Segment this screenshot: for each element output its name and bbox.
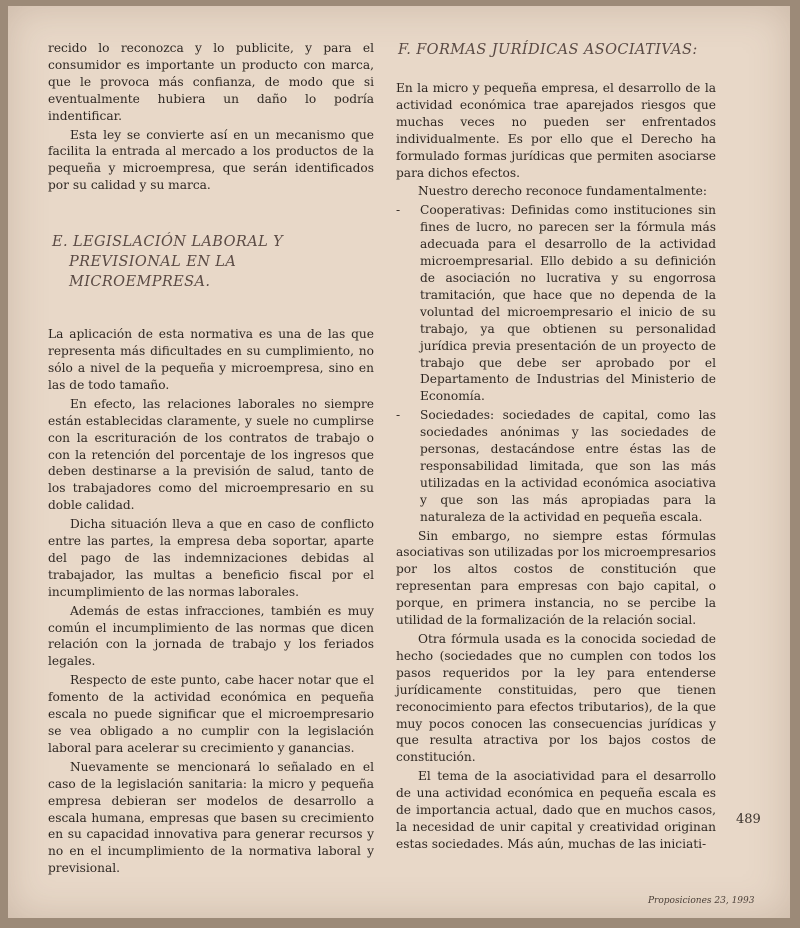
body-paragraph: La aplicación de esta normativa es una de las que representa más dificultades en su cumplimiento, no sólo a nivel de la pequeña y microempresa, sino en las de todo tamaño. [48,327,374,392]
left-column [48,40,374,879]
body-paragraph: Sin embargo, no siempre estas fórmulas asociativas son utilizadas por los microempresarios por los altos costos de constitución que representan para empresas con bajo capital, o porque, en primera instancia, no se percibe la utilidad de la formalización de la relación social. [396,528,716,628]
section-heading-f: F. FORMAS JURÍDICAS ASOCIATIVAS: [398,42,698,58]
bullet-text: Sociedades: sociedades de capital, como las sociedades anónimas y las sociedades de personas, destacándose entre éstas las de responsabilidad limitada, que son las más utilizadas en la actividad económica asociativa y que son las más apropiadas para la naturaleza de la actividad en pequeña escala. [420,408,716,524]
bullet-text: Cooperativas: Definidas como instituciones sin fines de lucro, no parecen ser la fórmula más adecuada para el desarrollo de la actividad microempresarial. Ello debido a su definición de asociación no lucrativa y su engorrosa tramitación, que hace que no dependa de la voluntad del microempresario el inicio de su trabajo, ya que obtienen su personalidad jurídica previa presentación de un proyecto de trabajo que debe ser aprobado por el Departamento de Industrias del Ministerio de Economía. [420,203,716,404]
heading-line: MICROEMPRESA. [69,274,211,291]
document-page [8,6,790,918]
bullet-item [396,407,716,525]
section-heading-e [52,232,374,292]
body-paragraph: Dicha situación lleva a que en caso de conflicto entre las partes, la empresa deba soportar, aparte del pago de las indemnizaciones debidas al trabajador, las multas a beneficio fiscal por el incumplimiento de las normas laborales. [48,517,374,599]
body-paragraph: recido lo reconozca y lo publicite, y para el consumidor es importante un producto con marca, que le provoca más confianza, de modo que si eventualmente hubiera un daño lo podría indentificar. [48,41,374,123]
bullet-dash: - [396,203,401,218]
body-paragraph: Otra fórmula usada es la conocida sociedad de hecho (sociedades que no cumplen con todos los pasos requeridos por la ley para entenderse jurídicamente constituidas, pero que tienen reconocimiento para efectos tributarios), de la que muy pocos conocen las consecuencias jurídicas y que resulta atractiva por los bajos costos de constitución. [396,632,716,765]
body-paragraph: Además de estas infracciones, también es muy común el incumplimiento de las normas que dicen relación con la jornada de trabajo y los feriados legales. [48,603,374,669]
bullet-dash: - [396,408,401,423]
body-paragraph: Nuevamente se mencionará lo señalado en el caso de la legislación sanitaria: la micro y pequeña empresa debieran ser modelos de desarrollo a escala humana, empresas que basen su crecimiento en su capacidad innovativa para generar recursos y no en el incumplimiento de la normativa laboral y previsional. [48,759,374,876]
bullet-item [396,202,716,405]
body-paragraph: En efecto, las relaciones laborales no siempre están establecidas claramente, y suele no cumplirse con la escrituración de los contratos de trabajo o con la retención del porcentaje de los ingresos que deben destinarse a la previsión de salud, tanto de los trabajadores como del microempresario en su doble calidad. [48,396,374,513]
body-paragraph: El tema de la asociatividad para el desarrollo de una actividad económica en pequeña escala es de importancia actual, dado que en muchos casos, la necesidad de unir capital y creatividad originan estas sociedades. Más aún, muchas de las iniciati- [396,769,716,851]
body-paragraph: En la micro y pequeña empresa, el desarrollo de la actividad económica trae aparejados riesgos que muchas veces no pueden ser enfrentados individualmente. Es por ello que el Derecho ha formulado formas jurídicas que permiten asociarse para dichos efectos. [396,81,716,180]
page-number: 489 [736,812,761,827]
body-paragraph: Respecto de este punto, cabe hacer notar que el fomento de la actividad económica en pequeña escala no puede significar que el microempresario se vea obligado a no cumplir con la legislación laboral para acelerar su crecimiento y ganancias. [48,673,374,755]
body-paragraph: Esta ley se convierte así en un mecanismo que facilita la entrada al mercado a los productos de la pequeña y microempresa, que serán identificados por su calidad y su marca. [48,127,374,193]
heading-line: E. LEGISLACIÓN LABORAL Y [52,234,284,251]
page-footer: Proposiciones 23, 1993 [648,896,755,906]
right-column [396,40,716,855]
body-paragraph: Nuestro derecho reconoce fundamentalmente: [418,184,707,199]
heading-line: PREVISIONAL EN LA [69,254,237,271]
